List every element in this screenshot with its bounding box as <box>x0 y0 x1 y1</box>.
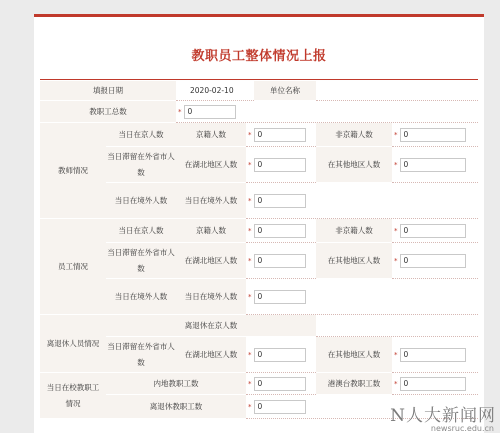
retired-group-label: 离退休人员情况 <box>40 315 106 373</box>
total-staff-input[interactable] <box>184 105 236 119</box>
staff-beijing-native-input[interactable] <box>254 224 306 238</box>
staff-other-area-cell <box>392 243 478 279</box>
staff-non-beijing-cell <box>392 219 478 243</box>
teachers-abroad-cell <box>246 183 478 219</box>
retired-outside-province-label: 当日滞留在外省市人数 <box>106 337 176 373</box>
staff-group-label: 员工情况 <box>40 219 106 315</box>
teachers-beijing-native-cell <box>246 123 316 147</box>
staff-abroad-cell <box>246 279 478 315</box>
required-mark: * <box>248 256 252 265</box>
staff-other-area-input[interactable] <box>400 254 466 268</box>
required-mark: * <box>394 160 398 169</box>
teachers-outside-province-label: 当日滞留在外省市人数 <box>106 147 176 183</box>
required-mark: * <box>248 379 252 388</box>
teachers-abroad-label: 当日在境外人数 <box>106 183 176 219</box>
teachers-abroad-count-label: 当日在境外人数 <box>176 183 246 219</box>
teachers-other-area-cell <box>392 147 478 183</box>
report-form-card <box>34 14 484 433</box>
retired-hubei-input[interactable] <box>254 348 306 362</box>
teachers-hubei-input[interactable] <box>254 158 306 172</box>
required-mark: * <box>394 350 398 359</box>
teachers-beijing-native-label: 京籍人数 <box>176 123 246 147</box>
report-date-label: 填报日期 <box>40 81 176 101</box>
staff-abroad-input[interactable] <box>254 290 306 304</box>
required-mark: * <box>248 292 252 301</box>
required-mark: * <box>394 130 398 139</box>
required-mark: * <box>248 402 252 411</box>
teachers-other-area-label: 在其他地区人数 <box>316 147 392 183</box>
mainland-staff-cell <box>246 373 316 395</box>
required-mark: * <box>394 226 398 235</box>
teachers-abroad-input[interactable] <box>254 194 306 208</box>
retired-other-area-input[interactable] <box>400 348 466 362</box>
required-mark: * <box>248 130 252 139</box>
staff-other-area-label: 在其他地区人数 <box>316 243 392 279</box>
required-mark: * <box>248 226 252 235</box>
hk-macao-tw-staff-cell <box>392 373 478 395</box>
total-staff-cell <box>176 101 478 123</box>
staff-abroad-label: 当日在境外人数 <box>106 279 176 315</box>
watermark-brand: N人大新闻网 <box>390 406 496 426</box>
retired-other-area-label: 在其他地区人数 <box>316 337 392 373</box>
hk-macao-tw-staff-input[interactable] <box>400 377 466 391</box>
teachers-non-beijing-cell <box>392 123 478 147</box>
required-mark: * <box>178 107 182 116</box>
teachers-other-area-input[interactable] <box>400 158 466 172</box>
staff-hubei-input[interactable] <box>254 254 306 268</box>
retired-other-area-cell <box>392 337 478 373</box>
staff-outside-province-label: 当日滞留在外省市人数 <box>106 243 176 279</box>
retired-in-beijing-label: 离退休在京人数 <box>106 315 316 337</box>
teachers-non-beijing-label: 非京籍人数 <box>316 123 392 147</box>
on-campus-group-label: 当日在校教职工情况 <box>40 373 106 419</box>
retired-staff-on-campus-label: 离退休教职工数 <box>106 395 246 419</box>
unit-name-value <box>316 81 478 101</box>
page-title: 教职员工整体情况上报 <box>191 49 327 64</box>
staff-beijing-native-label: 京籍人数 <box>176 219 246 243</box>
mainland-staff-label: 内地教职工数 <box>106 373 246 395</box>
teachers-beijing-native-input[interactable] <box>254 128 306 142</box>
staff-hubei-cell <box>246 243 316 279</box>
title-divider <box>40 79 478 80</box>
teachers-non-beijing-input[interactable] <box>400 128 466 142</box>
staff-in-beijing-label: 当日在京人数 <box>106 219 176 243</box>
staff-beijing-native-cell <box>246 219 316 243</box>
required-mark: * <box>248 350 252 359</box>
teachers-hubei-label: 在湖北地区人数 <box>176 147 246 183</box>
retired-in-beijing-cell <box>316 315 478 337</box>
teachers-in-beijing-label: 当日在京人数 <box>106 123 176 147</box>
hk-macao-tw-staff-label: 港澳台教职工数 <box>316 373 392 395</box>
teachers-hubei-cell <box>246 147 316 183</box>
staff-non-beijing-input[interactable] <box>400 224 466 238</box>
required-mark: * <box>394 379 398 388</box>
retired-hubei-label: 在湖北地区人数 <box>176 337 246 373</box>
report-date-value: 2020-02-10 <box>176 81 254 101</box>
unit-name-label: 单位名称 <box>254 81 316 101</box>
required-mark: * <box>248 196 252 205</box>
staff-non-beijing-label: 非京籍人数 <box>316 219 392 243</box>
staff-hubei-label: 在湖北地区人数 <box>176 243 246 279</box>
watermark-url: newsruc.edu.cn <box>430 424 494 433</box>
mainland-staff-input[interactable] <box>254 377 306 391</box>
required-mark: * <box>394 256 398 265</box>
teachers-group-label: 教师情况 <box>40 123 106 219</box>
total-staff-label: 教职工总数 <box>40 101 176 123</box>
staff-abroad-count-label: 当日在境外人数 <box>176 279 246 315</box>
required-mark: * <box>248 160 252 169</box>
retired-staff-on-campus-input[interactable] <box>254 400 306 414</box>
retired-hubei-cell <box>246 337 316 373</box>
